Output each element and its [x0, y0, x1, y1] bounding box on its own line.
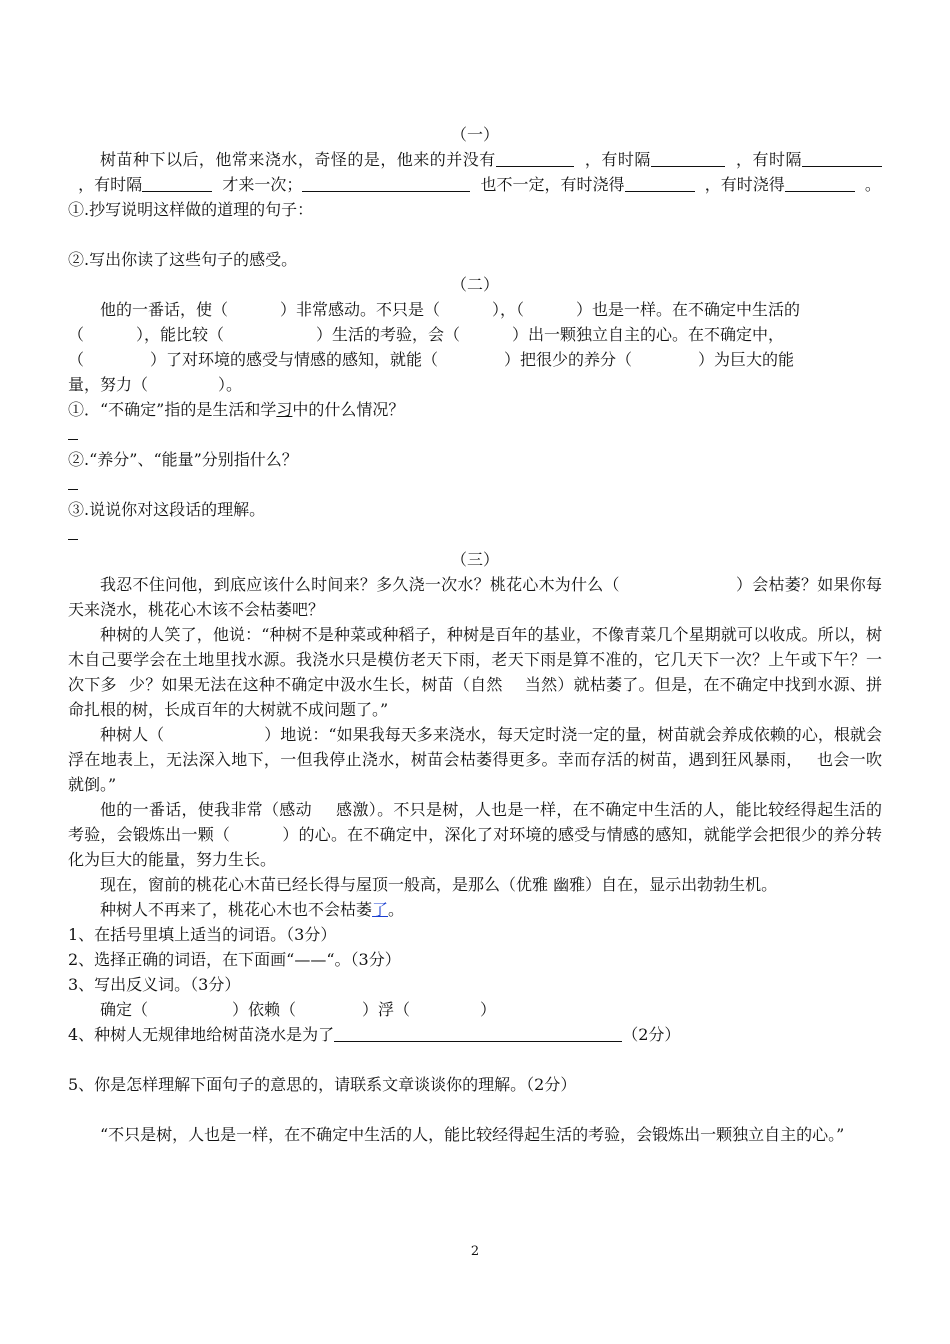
s3-q4-score: （2分）: [622, 1025, 681, 1044]
section-1-heading: （一）: [450, 125, 499, 144]
s3-paragraph-3: [68, 722, 882, 797]
s3-text: 种树的人笑了，他说：“种树不是种菜或种稻子，种树是百年的基业，不像青菜几个星期就可以收成。所以，树木自己要学会在土地里找水源。我浇水只是模仿老天下雨，老天下雨是算不准的，它几天下一次？上午或下午？一次下多: [68, 625, 882, 694]
answer-stub: [68, 527, 78, 540]
s2-line-4: [68, 372, 882, 397]
s2-text: 他的一番话，使（: [100, 300, 229, 319]
worksheet-page: [68, 122, 882, 1147]
s1-text-1: ，有时隔: [584, 150, 651, 169]
s1-text-2: ，有时隔: [736, 150, 802, 169]
answer-space[interactable]: [68, 472, 882, 497]
s2-line-3: [68, 347, 882, 372]
s3-paragraph-1: [68, 572, 882, 622]
s2-text: ）非常感动。不只是（: [280, 300, 441, 319]
s3-quote: “不只是树，人也是一样，在不确定中生活的人，能比较经得起生活的考验，会锻炼出一颗独立自主的心。”: [100, 1125, 845, 1144]
s3-antonym-line: [68, 997, 882, 1022]
antonym-text: ）依赖（: [232, 1000, 297, 1019]
s2-text: ）了对环境的感受与情感的感知，就能（: [150, 350, 439, 369]
s3-text: ）会枯萎？如果你每天来浇水，桃花心木该不会枯萎吧？: [68, 575, 882, 619]
s2-text: ）把很少的养分（: [504, 350, 633, 369]
s3-text: 他的一番话，使我非常（感动: [100, 800, 312, 819]
s2-text: （: [68, 325, 85, 344]
s2-line-2: [68, 322, 882, 347]
s3-text: 种树人不再来了，桃花心木也不会枯萎: [100, 900, 373, 919]
s1-text-3: ，有时隔: [78, 175, 143, 194]
s3-text: ）地说：“如果我每天多来浇水，每天定时浇一定的量，树苗就会养成依赖的心，根就会浮在地表上，无法深入地下，一但我停止浇水，树苗会枯萎得更多。幸而存活的树苗，遇到狂风暴雨，: [68, 725, 882, 769]
s3-question-3: 3、写出反义词。（3分）: [68, 975, 241, 994]
fill-blank[interactable]: [334, 1023, 622, 1042]
answer-space[interactable]: [68, 222, 882, 247]
s2-text: ）出一颗独立自主的心。在不确定中，: [512, 325, 785, 344]
fill-blank[interactable]: [302, 173, 470, 192]
s3-text: 我忍不住问他，到底应该什么时间来？多久浇一次水？桃花心木为什么（: [100, 575, 620, 594]
s3-question-1: 1、在括号里填上适当的词语。（3分）: [68, 925, 337, 944]
section-3-heading: （三）: [450, 550, 499, 569]
s1-text-6: ，有时浇得: [704, 175, 785, 194]
s3-question-5: 5、你是怎样理解下面句子的意思的，请联系文章谈谈你的理解。（2分）: [68, 1075, 577, 1094]
s1-text-4: 才来一次；: [222, 175, 303, 194]
s3-text: 。: [388, 900, 405, 919]
page-number: 2: [470, 1244, 480, 1259]
s2-text: ）生活的考验，会（: [316, 325, 461, 344]
s3-text: 少？如果无法在这种不确定中汲水生长，树苗（自然: [128, 675, 503, 694]
antonym-text: 确定（: [100, 1000, 149, 1019]
inline-link[interactable]: 了: [372, 900, 389, 919]
section-2-heading: （二）: [450, 275, 499, 294]
fill-blank[interactable]: [651, 148, 725, 167]
section-1-paragraph: [68, 147, 882, 197]
s3-question-2: 2、选择正确的词语，在下面画“——“。（3分）: [68, 950, 401, 969]
s3-paragraph-5: 现在，窗前的桃花心木苗已经长得与屋顶一般高，是那么（优雅 幽雅）自在，显示出勃勃生机。: [100, 875, 778, 894]
s1-question-2: ②.写出你读了这些句子的感受。: [68, 250, 298, 269]
answer-space[interactable]: [68, 422, 882, 447]
fill-blank[interactable]: [142, 173, 212, 192]
s3-paragraph-2: [68, 622, 882, 722]
s2-q1-text: 中的什么情况？: [292, 400, 405, 419]
s2-text: ），能比较（: [136, 325, 225, 344]
s2-question-3: ③.说说你对这段话的理解。: [68, 500, 266, 519]
s3-text: 也会一吹就倒。”: [68, 750, 882, 794]
s2-q1-text: ①．“不确定”指的是生活和学: [68, 400, 277, 419]
s2-question-2: ②.“养分”、“能量”分别指什么？: [68, 450, 298, 469]
s1-text-5: 也不一定，有时浇得: [480, 175, 625, 194]
answer-stub: [68, 427, 78, 440]
s3-text: ）的心。在不确定中，深化了对环境的感受与情感的感知，就能学会把很少的养分转化为巨大的能量，努力生长。: [68, 825, 882, 869]
s2-text: ）为巨大的能: [698, 350, 795, 369]
s1-text-7: 。: [864, 175, 881, 194]
fill-blank[interactable]: [802, 148, 882, 167]
s3-paragraph-4: [68, 797, 882, 872]
s2-text: ）。: [218, 375, 243, 394]
fill-blank[interactable]: [625, 173, 695, 192]
answer-space[interactable]: [68, 522, 882, 547]
s3-question-4: [68, 1022, 882, 1047]
s2-text: ），（: [492, 300, 525, 319]
s2-q1-underlined: 习: [276, 400, 293, 419]
s2-text: （: [68, 350, 85, 369]
s3-paragraph-6: [68, 897, 882, 922]
s3-text: 种树人（: [100, 725, 165, 744]
s3-text: 当然）就枯萎了。但是，在不确定中找到水源、拼命扎根的树，长成百年的大树就不成问题了。”: [68, 675, 882, 719]
s2-line-1: [68, 297, 882, 322]
answer-stub: [68, 477, 78, 490]
s2-text: ）也是一样。在不确定中生活的: [576, 300, 801, 319]
s2-text: 量，努力（: [68, 375, 149, 394]
s1-text-0: 树苗种下以后，他常来浇水，奇怪的是，他来的并没有: [100, 150, 496, 169]
fill-blank[interactable]: [785, 173, 855, 192]
s2-question-1: [68, 397, 882, 422]
antonym-text: ）: [480, 1000, 497, 1019]
s1-question-1: ①.抄写说明这样做的道理的句子：: [68, 200, 314, 219]
s3-text: 感激）。不只是树，人也是一样，在不确定中生活的人，能比较经得起生活的考验，会锻炼出一颗（: [68, 800, 882, 844]
answer-space[interactable]: [68, 1097, 882, 1122]
fill-blank[interactable]: [496, 148, 574, 167]
s3-q4-text: 4、种树人无规律地给树苗浇水是为了: [68, 1025, 335, 1044]
antonym-text: ）浮（: [362, 1000, 411, 1019]
answer-space[interactable]: [68, 1047, 882, 1072]
